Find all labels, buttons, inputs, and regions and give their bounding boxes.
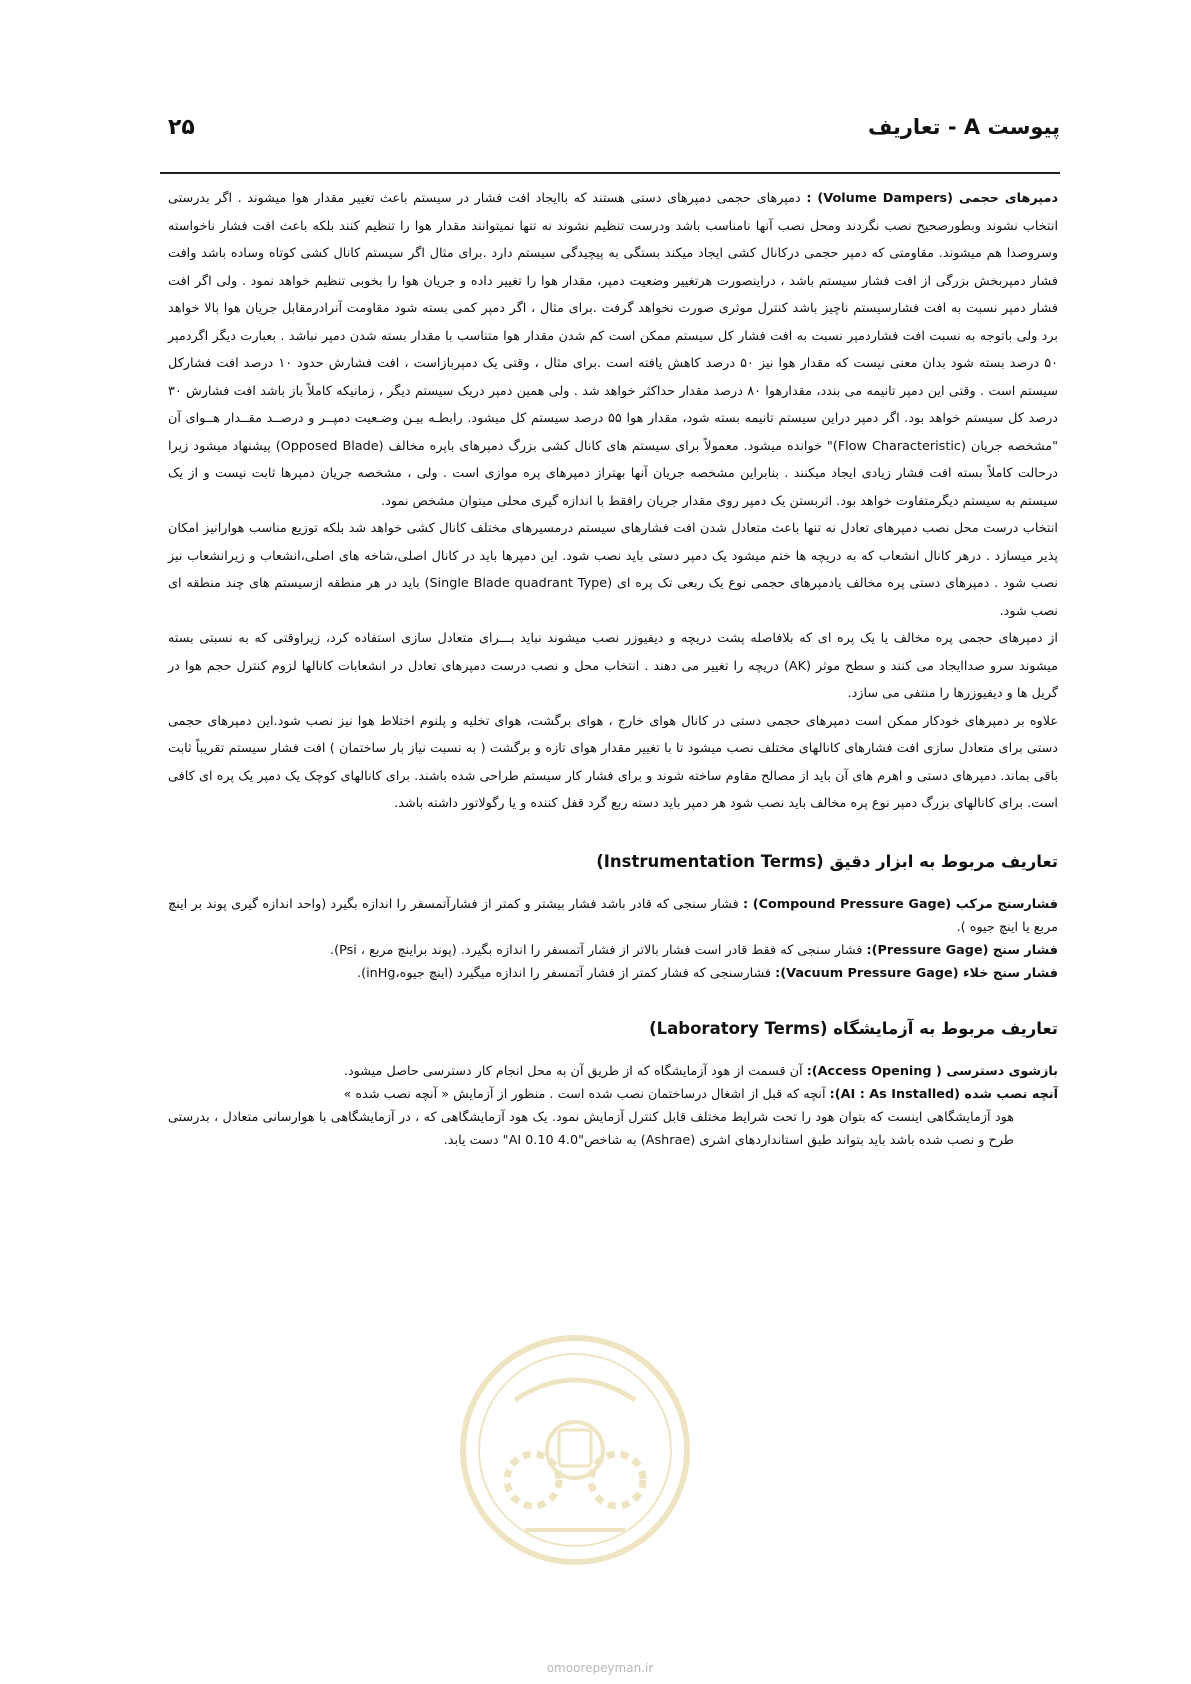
watermark-seal-icon xyxy=(455,1330,695,1570)
definition-item xyxy=(168,893,1058,939)
manual-dampers-paragraph: علاوه بر دمپرهای خودکار ممکن است دمپرهای حجمی دستی در کانال هوای خارج ، هوای برگشت، هوای تخلیه و پلنوم اختلاط هوا نیز نصب شود.این دمپرهای حجمی دستی برای متعادل سازی افت فشارهای کانالهای مختلف نصب میشود تا با تغییر مقدار هوای تازه و برگشت ( به نسبت نیاز بار ساختمان ) افت فشار سیستم تقریباً ثابت باقی بماند. دمپرهای دستی و اهرم های آن باید از مصالح مقاوم ساخته شوند و برای فشار کار سیستم طراحی شده باشند. برای کانالهای کوچک یک دمپر یک پره ای کافی است. برای کانالهای بزرگ دمپر نوع پره مخالف باید نصب شود هر دمپر باید دسته ربع گرد قفل کننده و یا رگولاتور داشته باشد. xyxy=(168,713,1058,811)
definition-text: فشار سنجی که فقط قادر است فشار بالاتر از فشار آتمسفر را اندازه بگیرد. (پوند براینچ مربع ، Psi). xyxy=(330,942,863,958)
instrumentation-definitions xyxy=(168,893,1058,985)
definition-item xyxy=(168,962,1058,985)
instrumentation-heading: تعاریف مربوط به ابزار دقیق (Instrumentation Terms) xyxy=(596,851,1058,871)
volume-dampers-paragraph xyxy=(168,185,1058,515)
volume-dampers-term: دمپرهای حجمی (Volume Dampers) : xyxy=(806,191,1059,206)
definition-term: فشار سنج (Pressure Gage): xyxy=(866,942,1058,958)
laboratory-definitions xyxy=(168,1060,1058,1152)
page-header xyxy=(160,115,1060,155)
definition-term: فشار سنج خلاء (Vacuum Pressure Gage): xyxy=(775,965,1058,981)
definition-item xyxy=(168,939,1058,962)
definition-text: آنچه که قبل از اشغال درساختمان نصب شده است . منظور از آزمایش « آنچه نصب شده » xyxy=(343,1086,826,1102)
volume-dampers-text: دمپرهای حجمی دمپرهای دستی هستند که باایجاد افت فشار در سیستم باعث تغییر مقدار هوا میشوند . اگر بدرستی انتخاب نشوند وبطورصحیح نصب نگردند ومحل نصب آنها نامناسب باشد ودرست تنظیم نشوند نه تنها نمیتوانند مقدار هوا را تنظیم کنند بلکه باعث افت فشار ناخواسته وسروصدا هم میشوند. مقاومتی که دمپر حجمی درکانال کشی ایجاد میکند بستگی به پیچیدگی سیستم دارد .برای مثال اگر سیستم کانال کشی کوتاه وساده باشد وافت فشار دمپربخش بزرگی از افت فشار سیستم باشد ، دراینصورت هرتغییر وضعیت دمپر، مقدار هوا را تغییر داده و جریان هوا را بخوبی تنظیم خواهد نمود . ولی اگر افت فشار دمپر نسبت به افت فشارسیستم ناچیز باشد کنترل موثری صورت نخواهد گرفت .برای مثال ، اگر دمپر کمی بسته شود مقاومت آنرادرمقابل جریان هوا بالا خواهد برد ولی باتوجه به نسبت افت فشاردمپر نسبت به افت فشار کل سیستم ممکن است کم شدن مقدار هوا متناسب با مقدار بسته شدن دمپر نباشد . بعبارت دیگر اگردمپر ۵۰ درصد بسته شود بدان معنی نیست که مقدار هوا نیز ۵۰ درصد کاهش یافته است .برای مثال ، وقتی یک دمپربازاست ، افت فشارش حدود ۱۰ درصد افت فشارکل سیستم است . وقتی این دمپر تانیمه می بندد، مقدارهوا ۸۰ درصد مقدار حداکثر خواهد شد . ولی همین دمپر دریک سیستم دیگر ، زمانیکه کاملاً باز باشد افت فشارش ۳۰ درصد کل سیستم خواهد بود. اگر دمپر دراین سیستم تانیمه بسته شود، مقدار هوا ۵۵ درصد سیستم کل میشود. رابطـه بیـن وضـعیت دمپــر و درصــد مقــدار هــوای آن "مشخصه جریان (Flow Characteristic)" خوانده میشود. معمولاً برای سیستم های کانال کشی بزرگ دمپرهای باپره مخالف (Opposed Blade) پیشنهاد میشود زیرا درحالت کاملاً بسته افت فشار زیادی ایجاد میکنند . بنابراین مشخصه جریان آنها بهتراز دمپرهای پره موازی است . ولی ، مشخصه جریان دمپرها ثابت نیست و از یک سیستم به سیستم دیگرمتفاوت خواهد بود. اثربستن یک دمپر روی مقدار جریان رافقط با اندازه گیری محلی میتوان مشخص نمود. xyxy=(168,191,1059,509)
definition-continuation xyxy=(168,1106,1058,1152)
document-body xyxy=(168,185,1058,1152)
page-number: ۲۵ xyxy=(168,115,195,140)
definition-text: فشار سنجی که قادر باشد فشار بیشتر و کمتر از فشارآتمسفر را اندازه بگیرد (واحد اندازه گیری پوند بر اینچ مربع یا اینچ جیوه ). xyxy=(168,896,1058,935)
laboratory-heading: تعاریف مربوط به آزمایشگاه (Laboratory Terms) xyxy=(649,1018,1058,1038)
definition-text: هود آزمایشگاهی اینست که بتوان هود را تحت شرایط مختلف قابل کنترل آزمایش نمود. یک هود آزمایشگاهی که ، در آزمایشگاهی با هوارسانی متعادل ، بدرستی طرح و نصب شده باشد باید بتواند طبق استانداردهای اشری (Ashrae) به شاخص"4.0 AI 0.10" دست یابد. xyxy=(168,1109,1014,1148)
diffuser-dampers-paragraph: از دمپرهای حجمی پره مخالف یا یک پره ای که بلافاصله پشت دریچه و دیفیوزر نصب میشوند نباید بـــرای متعادل سازی استفاده کرد، زیراوقتی که به نسبتی بسته میشوند سرو صداایجاد می کنند و سطح موثر (AK) دریچه را تغییر می دهند . انتخاب محل و نصب درست دمپرهای تعادل در انشعابات کانالها لزوم کنترل حجم هوا در گریل ها و دیفیوزرها را منتفی می سازد. xyxy=(168,631,1058,701)
footer-url: omoorepeyman.ir xyxy=(546,1661,654,1675)
definition-text: آن قسمت از هود آزمایشگاه که از طریق آن به محل انجام کار دسترسی حاصل میشود. xyxy=(343,1063,803,1079)
definition-term: بازشوی دسترسی ( Access Opening): xyxy=(806,1063,1058,1079)
balancing-dampers-paragraph: انتخاب درست محل نصب دمپرهای تعادل نه تنها باعث متعادل شدن افت فشارهای سیستم درمسیرهای مختلف کانال کشی خواهد شد بلکه توزیع مناسب هوارانیز امکان پذیر میسازد . درهر کانال انشعاب که به دریچه ها ختم میشود یک دمپر دستی باید نصب شود. این دمپرها باید در کانال اصلی،شاخه های اصلی،انشعاب و زیرانشعاب نیز نصب شود . دمپرهای دستی پره مخالف یادمپرهای حجمی نوع یک ربعی تک پره ای (Single Blade quadrant Type) باید در هر منطقه ازسیستم های چند منطقه ای نصب شود. xyxy=(168,521,1058,619)
definition-item xyxy=(168,1083,1058,1106)
header-title: پیوست A - تعاریف xyxy=(867,115,1060,139)
definition-term: آنچه نصب شده (AI : As Installed): xyxy=(829,1086,1058,1102)
definition-item xyxy=(168,1060,1058,1083)
definition-text: فشارسنجی که فشار کمتر از فشار آتمسفر را اندازه میگیرد (اینچ جیوه،inHg). xyxy=(357,965,772,981)
header-rule xyxy=(160,172,1060,174)
definition-term: فشارسنج مرکب (Compound Pressure Gage) : xyxy=(742,896,1058,912)
